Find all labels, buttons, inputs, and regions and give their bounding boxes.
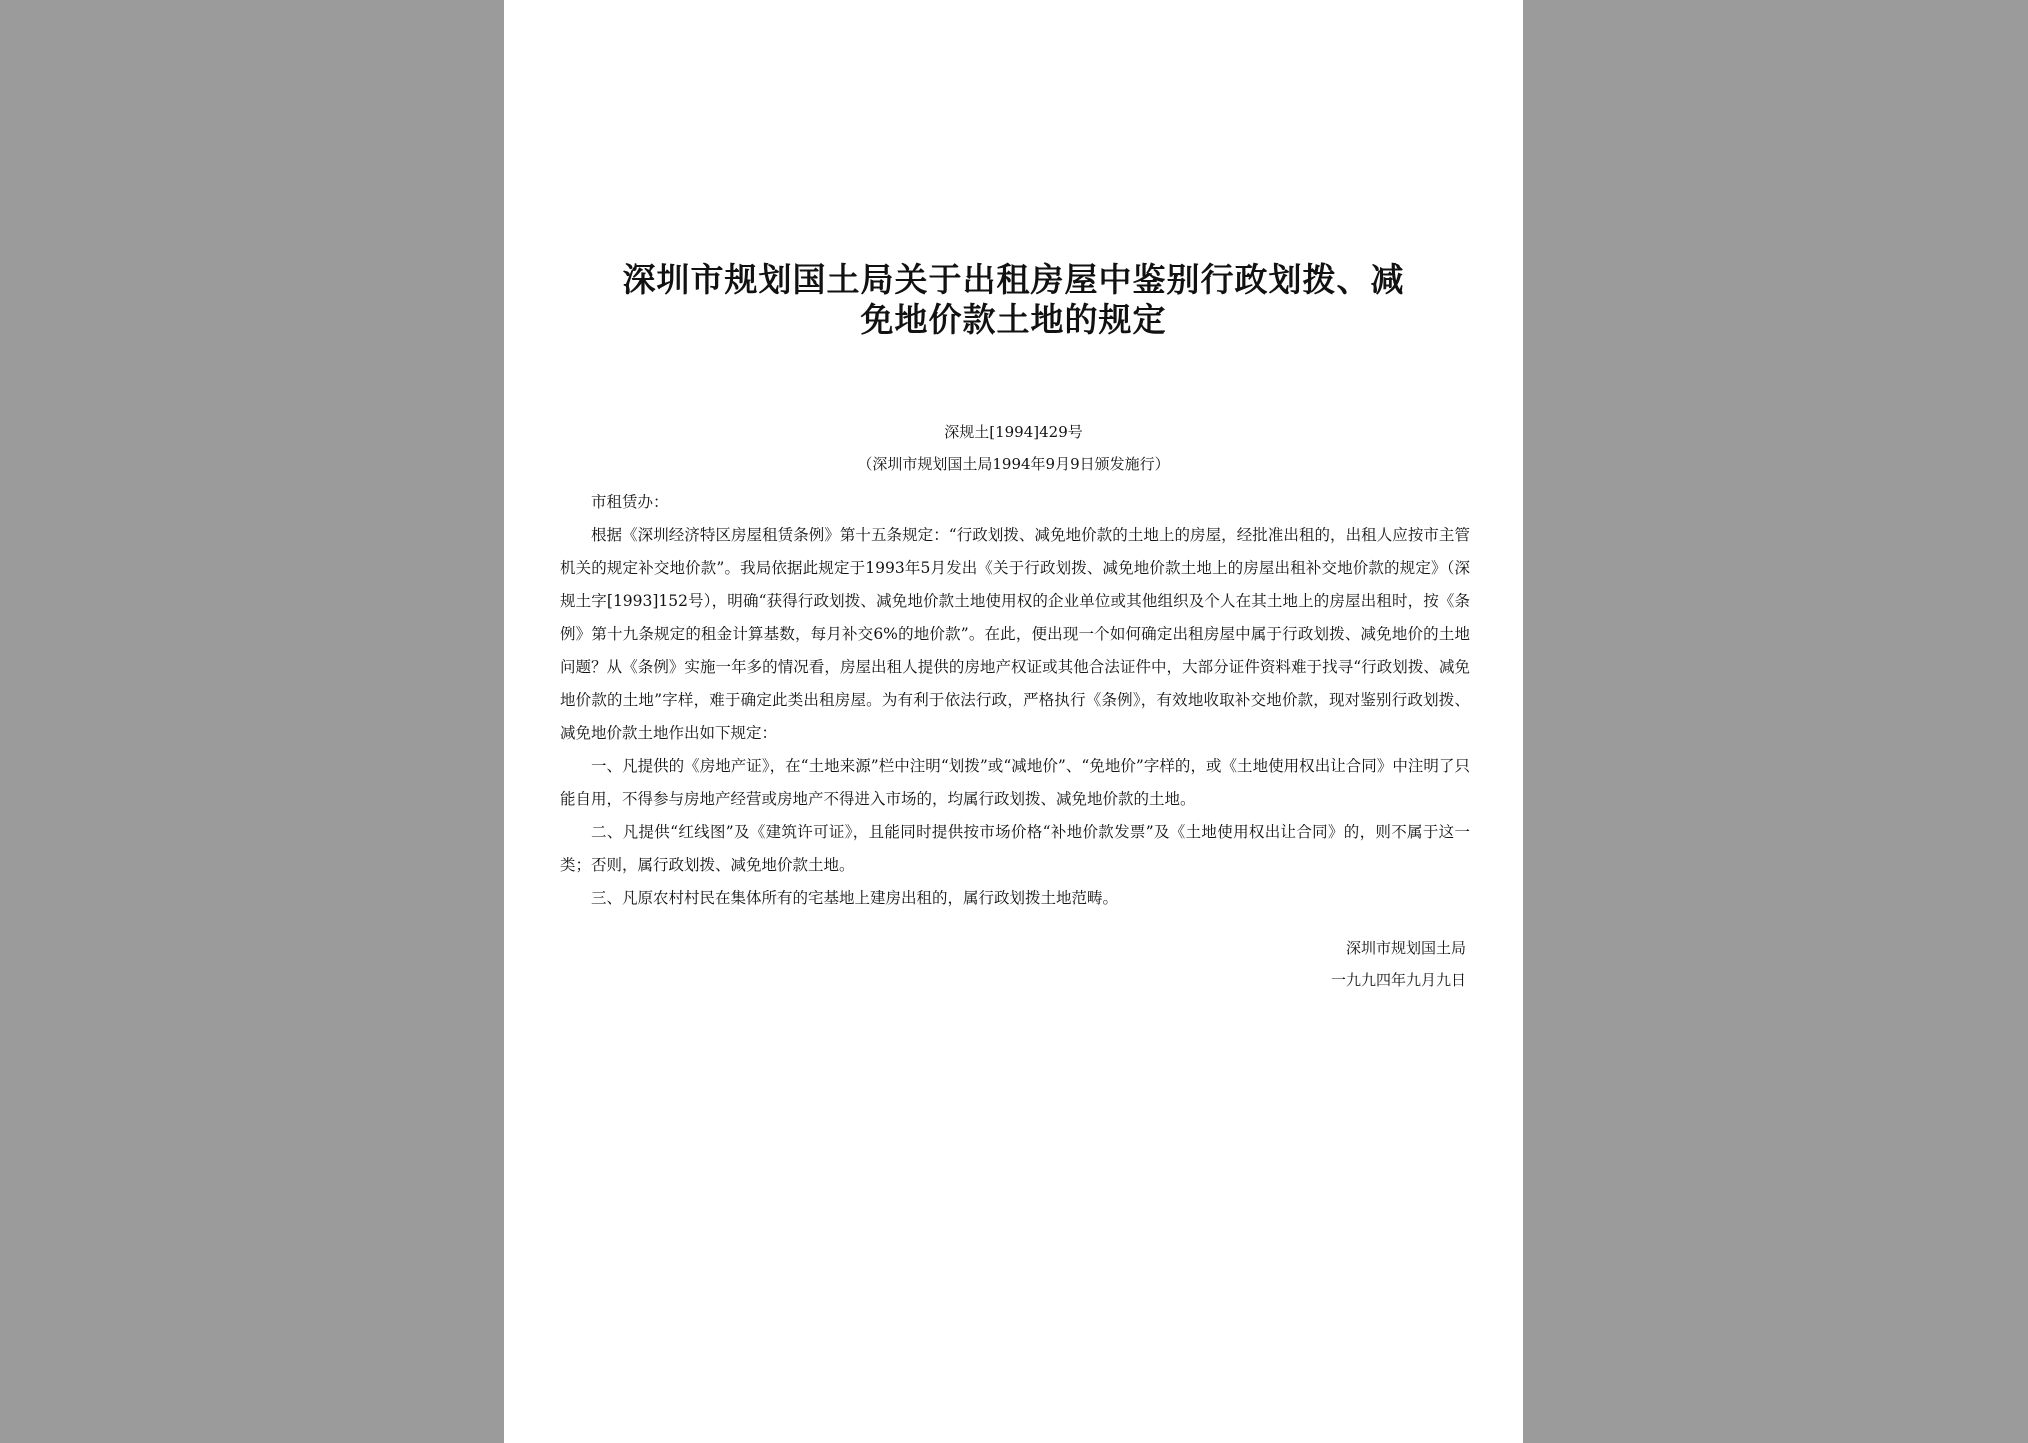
signature-block [1331,932,1466,996]
signature-date: 一九九四年九月九日 [1330,971,1466,989]
document-title-line-1: 深圳市规划国土局关于出租房屋中鉴别行政划拨、减 [622,260,1405,299]
document-title [504,260,1523,340]
clause-two: 二、凡提供“红线图”及《建筑许可证》，且能同时提供按市场价格“补地价款发票”及《土地使用权出让合同》的，则不属于这一类；否则，属行政划拨、减免地价款土地。 [560,823,1470,874]
addressee: 市租赁办： [591,493,669,511]
document-number: 深规土[1994]429号 [944,423,1083,441]
body-paragraph: 根据《深圳经济特区房屋租赁条例》第十五条规定：“行政划拨、减免地价款的土地上的房屋，经批准出租的，出租人应按市主管机关的规定补交地价款”。我局依据此规定于1993年5月发出《关于行政划拨、减免地价款土地上的房屋出租补交地价款的规定》（深规土字[1993]152号），明确“获得行政划拨、减免地价款土地使用权的企业单位或其他组织及个人在其土地上的房屋出租时，按《条例》第十九条规定的租金计算基数，每月补交6%的地价款”。在此，便出现一个如何确定出租房屋中属于行政划拨、减免地价的土地问题？从《条例》实施一年多的情况看，房屋出租人提供的房地产权证或其他合法证件中，大部分证件资料难于找寻“行政划拨、减免地价款的土地”字样，难于确定此类出租房屋。为有利于依法行政，严格执行《条例》，有效地收取补交地价款，现对鉴别行政划拨、减免地价款土地作出如下规定： [560,526,1470,742]
issued-note: （深圳市规划国土局1994年9月9日颁发施行） [857,455,1170,473]
document-title-line-2: 免地价款土地的规定 [860,300,1167,339]
clause-three: 三、凡原农村村民在集体所有的宅基地上建房出租的，属行政划拨土地范畴。 [591,889,1119,907]
document-body [560,486,1470,915]
clause-one: 一、凡提供的《房地产证》，在“土地来源”栏中注明“划拨”或“减地价”、“免地价”字样的，或《土地使用权出让合同》中注明了只能自用，不得参与房地产经营或房地产不得进入市场的，均属行政划拨、减免地价款的土地。 [560,757,1470,808]
document-page [504,0,1523,1443]
signature-org: 深圳市规划国土局 [1345,939,1466,957]
